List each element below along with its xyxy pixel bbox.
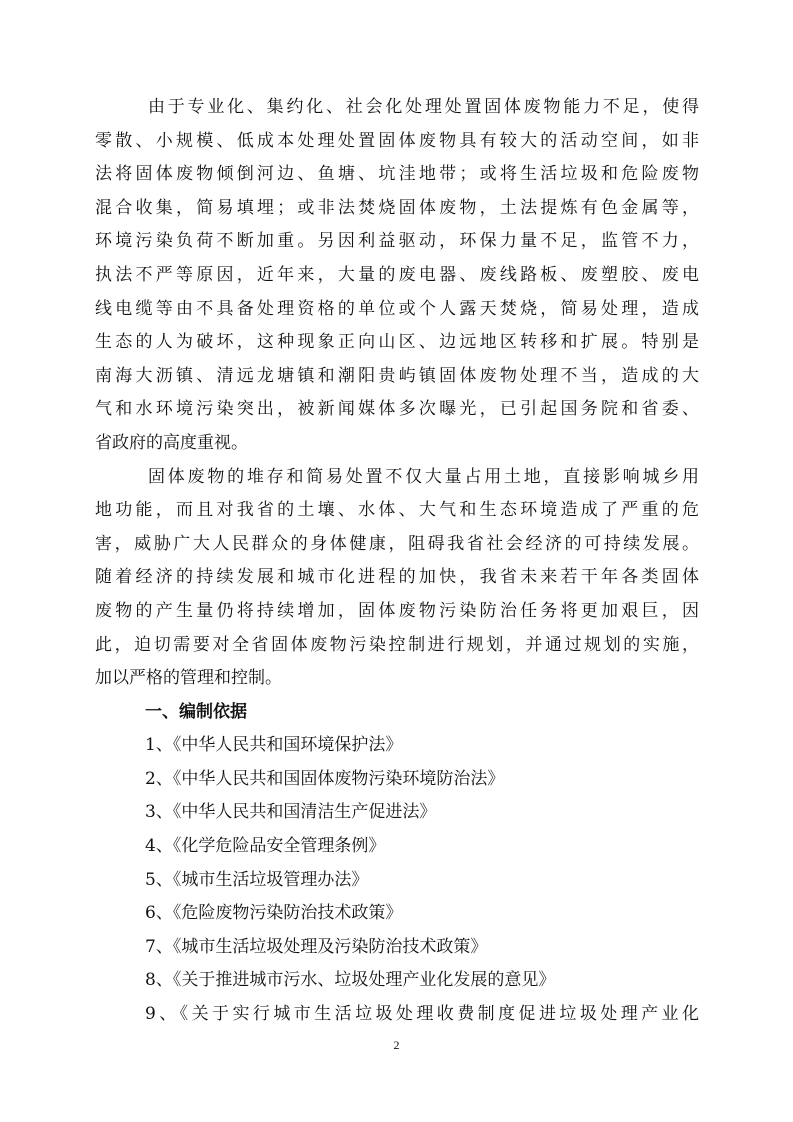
list-item: 7、《城市生活垃圾处理及污染防治技术政策》 (145, 936, 488, 957)
text-line: 随着经济的持续发展和城市化进程的加快，我省未来若干年各类固体 (95, 567, 699, 588)
text-line: 省政府的高度重视。 (95, 432, 248, 453)
document-page (95, 91, 699, 1032)
list-item: 2、《中华人民共和国固体废物污染环境防治法》 (145, 768, 505, 789)
text-line: 害，威胁广大人民群众的身体健康，阻碍我省社会经济的可持续发展。 (95, 533, 699, 554)
section-heading: 一、编制依据 (145, 701, 247, 722)
text-line: 由于专业化、集约化、社会化处理处置固体废物能力不足，使得 (148, 97, 699, 117)
text-line: 废物的产生量仍将持续增加，固体废物污染防治任务将更加艰巨，因 (95, 600, 699, 621)
text-line: 气和水环境污染突出，被新闻媒体多次曝光，已引起国务院和省委、 (95, 399, 699, 420)
text-line: 零散、小规模、低成本处理处置固体废物具有较大的活动空间，如非 (95, 130, 699, 151)
text-line: 环境污染负荷不断加重。另因利益驱动，环保力量不足，监管不力， (95, 231, 699, 252)
text-line: 生态的人为破坏，这种现象正向山区、边远地区转移和扩展。特别是 (95, 332, 699, 353)
list-item: 9、《关于实行城市生活垃圾处理收费制度促进垃圾处理产业化 (145, 1004, 699, 1025)
list-item: 6、《危险废物污染防治技术政策》 (145, 903, 403, 924)
text-line: 南海大沥镇、清远龙塘镇和潮阳贵屿镇固体废物处理不当，造成的大 (95, 365, 699, 386)
list-item: 3、《中华人民共和国清洁生产促进法》 (145, 802, 437, 823)
basis-list (95, 729, 699, 1031)
list-item: 4、《化学危险品安全管理条例》 (145, 836, 386, 857)
text-line: 法将固体废物倾倒河边、鱼塘、坑洼地带；或将生活垃圾和危险废物 (95, 164, 699, 185)
text-line: 执法不严等原因，近年来，大量的废电器、废线路板、废塑胶、废电 (95, 264, 699, 285)
list-item: 8、《关于推进城市污水、垃圾处理产业化发展的意见》 (145, 970, 556, 991)
page-number: 2 (393, 1038, 400, 1052)
list-item: 1、《中华人民共和国环境保护法》 (145, 735, 403, 756)
text-line: 线电缆等由不具备处理资格的单位或个人露天焚烧，简易处理，造成 (95, 298, 699, 319)
text-line: 固体废物的堆存和简易处置不仅大量占用土地，直接影响城乡用 (148, 466, 699, 487)
paragraph-2 (95, 461, 699, 696)
text-line: 此，迫切需要对全省固体废物污染控制进行规划，并通过规划的实施， (95, 634, 699, 655)
text-line: 地功能，而且对我省的土壤、水体、大气和生态环境造成了严重的危 (95, 500, 699, 521)
text-line: 混合收集，简易填埋；或非法焚烧固体废物，土法提炼有色金属等， (95, 197, 699, 218)
paragraph-1 (95, 91, 699, 461)
text-line: 加以严格的管理和控制。 (95, 668, 282, 689)
list-item: 5、《城市生活垃圾管理办法》 (145, 869, 369, 890)
